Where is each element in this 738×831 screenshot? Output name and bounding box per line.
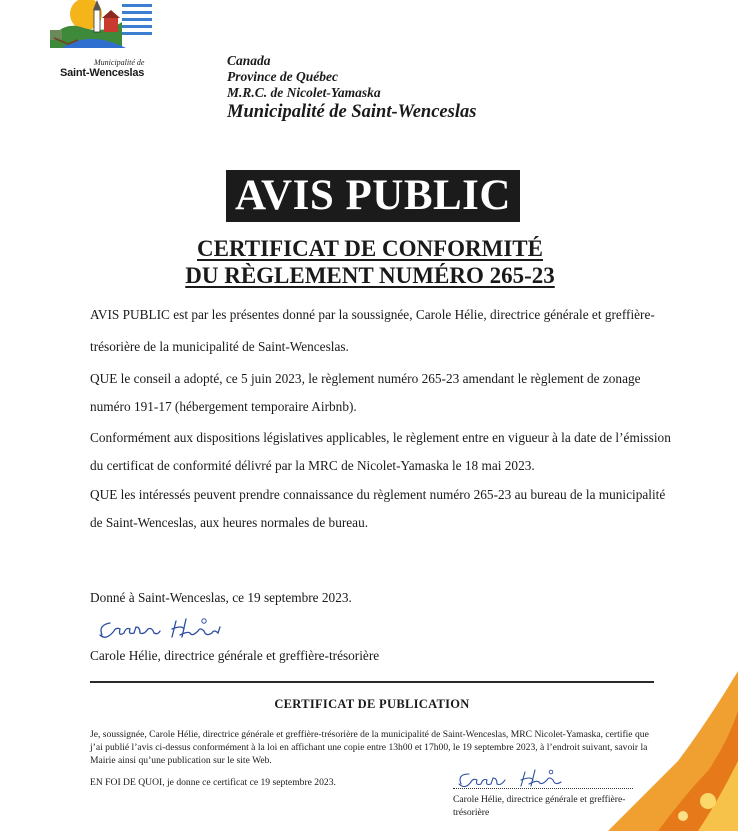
publication-title: CERTIFICAT DE PUBLICATION bbox=[274, 697, 470, 711]
address-municipality: Municipalité de Saint-Wenceslas bbox=[227, 102, 477, 122]
publication-line1: Je, soussignée, Carole Hélie, directrice générale et greffière-trésorière de la municipalité de Saint-Wenceslas, MRC Nicolet-Yamaska, certifie que bbox=[90, 729, 649, 740]
body-p2-line2: numéro 191-17 (hébergement temporaire Airbnb). bbox=[90, 399, 357, 414]
body-p3-line1: Conformément aux dispositions législatives applicables, le règlement entre en vigueur à la date de l’émission bbox=[90, 430, 671, 445]
signature-image bbox=[96, 613, 236, 649]
logo-name: Saint-Wenceslas bbox=[60, 67, 145, 79]
body-p2-line1: QUE le conseil a adopté, ce 5 juin 2023, le règlement numéro 265-23 amendant le règlement de zonage bbox=[90, 371, 641, 386]
given-date: Donné à Saint-Wenceslas, ce 19 septembre 2023. bbox=[90, 590, 352, 605]
address-block bbox=[227, 53, 476, 123]
address-province: Province de Québec bbox=[227, 69, 338, 84]
publication-signer-line1: Carole Hélie, directrice générale et greffière- bbox=[453, 794, 626, 805]
logo-subtitle: Municipalité de bbox=[94, 58, 145, 67]
certificate-title-line1: CERTIFICAT DE CONFORMITÉ bbox=[197, 236, 543, 261]
address-country: Canada bbox=[227, 53, 271, 68]
body-p4-line2: de Saint-Wenceslas, aux heures normales de bureau. bbox=[90, 515, 369, 530]
avis-public-heading: AVIS PUBLIC bbox=[226, 170, 520, 222]
publication-foi: EN FOI DE QUOI, je donne ce certificat ce 19 septembre 2023. bbox=[90, 777, 336, 788]
logo-emblem-icon bbox=[44, 0, 152, 60]
address-mrc: M.R.C. de Nicolet-Yamaska bbox=[227, 85, 381, 100]
municipality-logo bbox=[44, 0, 152, 80]
certificate-title-line2: DU RÈGLEMENT NUMÉRO 265-23 bbox=[185, 263, 555, 288]
body-p3-line2: du certificat de conformité délivré par la MRC de Nicolet-Yamaska le 18 mai 2023. bbox=[90, 458, 535, 473]
body-p1-line1: AVIS PUBLIC est par les présentes donné par la soussignée, Carole Hélie, directrice générale et greffière- bbox=[90, 307, 655, 322]
publication-signer-line2: trésorière bbox=[453, 807, 490, 818]
publication-line2: j’ai publié l’avis ci-dessus conformément à la loi en affichant une copie entre 13h00 et 17h00, le 19 septembre 2023, à l’endroit suivant, savoir la bbox=[90, 742, 648, 753]
signer-name: Carole Hélie, directrice générale et greffière-trésorière bbox=[90, 648, 380, 663]
decorative-corner-icon bbox=[588, 671, 738, 831]
section-divider bbox=[90, 681, 654, 683]
publication-signature-image bbox=[455, 766, 575, 794]
body-p4-line1: QUE les intéressés peuvent prendre connaissance du règlement numéro 265-23 au bureau de la municipalité bbox=[90, 487, 666, 502]
publication-line3: Mairie ainsi qu’une publication sur le site Web. bbox=[90, 755, 272, 766]
body-p1-line2: trésorière de la municipalité de Saint-Wenceslas. bbox=[90, 339, 349, 354]
